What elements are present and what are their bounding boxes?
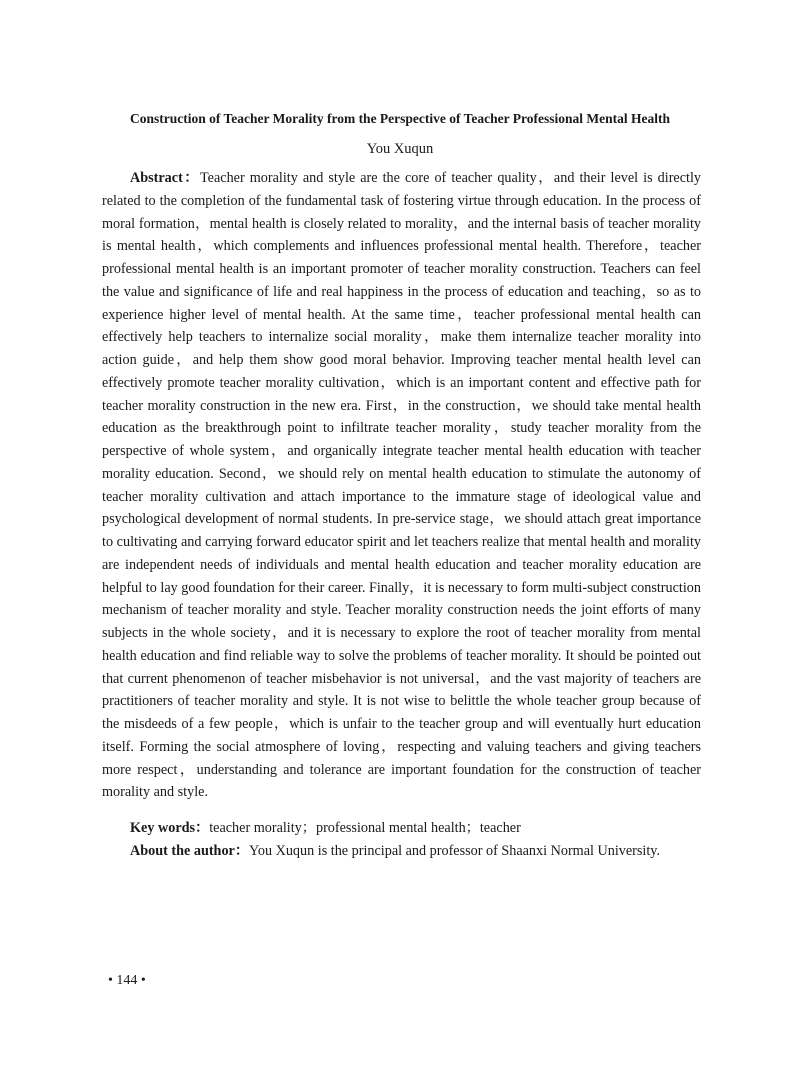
abstract-label: Abstract：: [130, 170, 200, 186]
about-author-line: [130, 841, 710, 861]
paper-title: Construction of Teacher Morality from the Perspective of Teacher Professional Mental Health: [129, 111, 671, 126]
keywords-text: teacher morality；professional mental health；teacher: [209, 820, 521, 836]
abstract-text: Teacher morality and style are the core of teacher quality，and their level is directly related to the completion of the fundamental task of fostering virtue through education. In the process of moral formation，mental health is closely related to morality，and the internal basis of teacher morality is mental health，which complements and influences professional mental health. Therefore，teacher professional mental health is an important promoter of teacher morality construction. Teachers can feel the value and significance of life and real happiness in the process of education and teaching，so as to experience higher level of mental health. At the same time，teacher professional mental health can effectively help teachers to internalize social morality，make them internalize teacher morality into action guide，and help them show good moral behavior. Improving teacher mental health level can effectively promote teacher morality cultivation，which is an important content and effective path for teacher morality construction in the new era. First，in the construction，we should take mental health education as the breakthrough point to infiltrate teacher morality，study teacher morality from the perspective of whole system，and organically integrate teacher mental health education with teacher morality education. Second，we should rely on mental health education to stimulate the autonomy of teacher morality cultivation and attach importance to the immature stage of ideological value and psychological development of normal students. In pre-service stage，we should attach great importance to cultivating and carrying forward educator spirit and let teachers realize that mental health and morality are independent needs of individuals and mental health education and teacher morality education are helpful to lay good foundation for their career. Finally，it is necessary to form multi-subject construction mechanism of teacher morality and style. Teacher morality construction needs the joint efforts of many subjects in the whole society，and it is necessary to explore the root of teacher morality from mental health education and find reliable way to solve the problems of teacher morality. It should be pointed out that current phenomenon of teacher misbehavior is not universal，and the vast majority of teachers are practitioners of teacher morality and style. It is not wise to belittle the whole teacher group because of the misdeeds of a few people，which is unfair to the teacher group and will eventually hurt education itself. Forming the social atmosphere of loving，respecting and valuing teachers and giving teachers more respect，understanding and tolerance are important foundation for the construction of teacher morality and style.: [102, 170, 701, 801]
keywords-label: Key words：: [130, 820, 210, 836]
abstract-paragraph: [102, 167, 701, 804]
keywords-line: [130, 818, 710, 838]
page-number: • 144 •: [108, 973, 146, 988]
author-name: You Xuqun: [366, 141, 434, 157]
about-author-text: You Xuqun is the principal and professor of Shaanxi Normal University.: [249, 843, 661, 859]
about-author-label: About the author：: [130, 843, 250, 859]
